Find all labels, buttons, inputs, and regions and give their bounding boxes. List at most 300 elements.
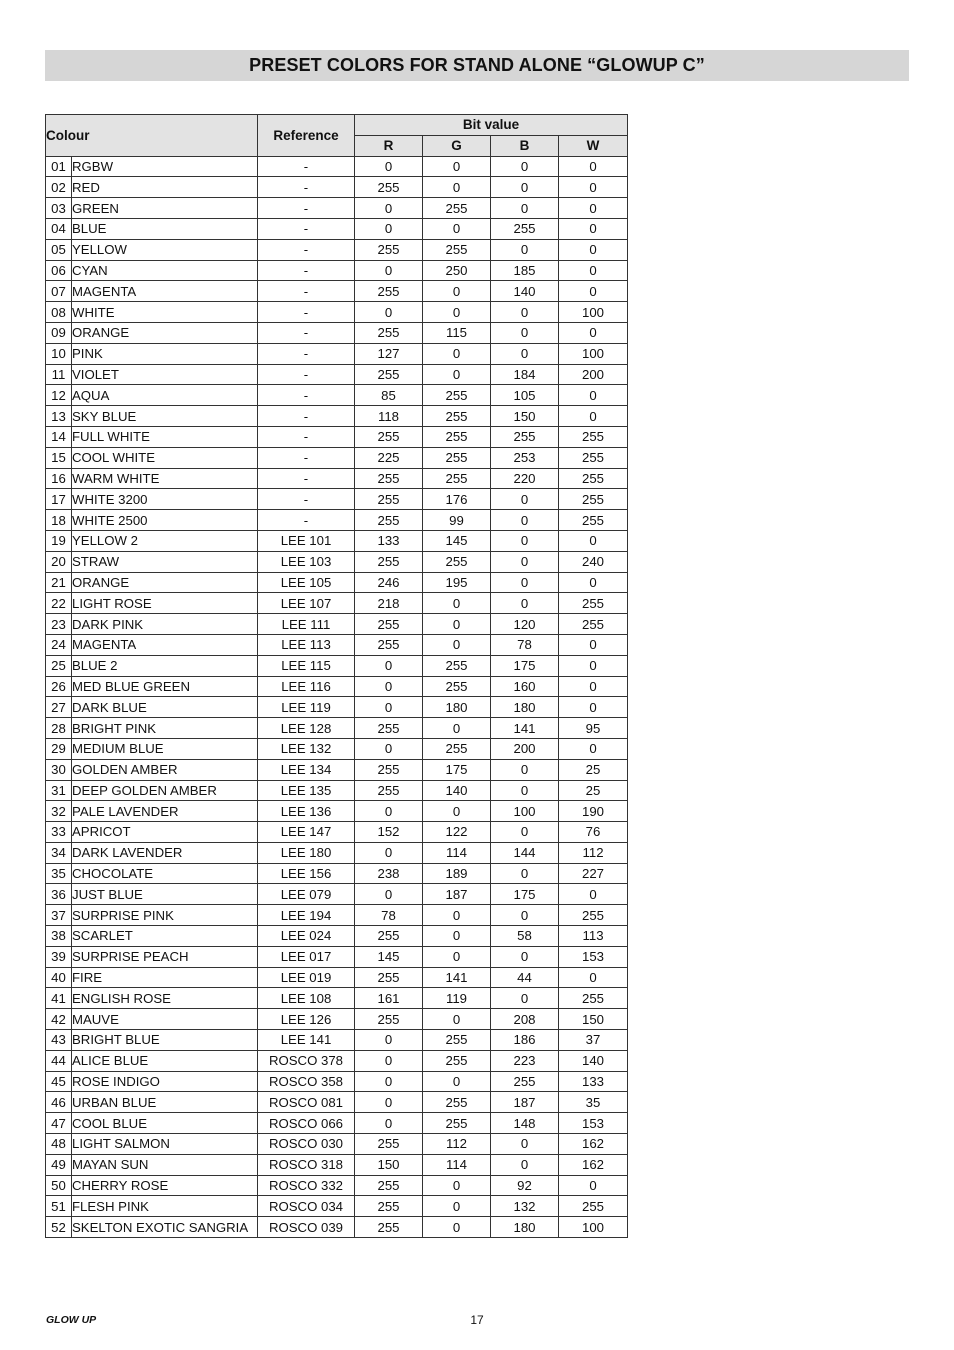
reference: - [258, 343, 355, 364]
colour-name: SURPRISE PEACH [72, 946, 258, 967]
table-row [46, 676, 628, 697]
r-value: 255 [355, 322, 423, 343]
g-value: 176 [423, 489, 491, 510]
reference: LEE 134 [258, 759, 355, 780]
colour-name: COOL BLUE [72, 1113, 258, 1134]
colour-name: ALICE BLUE [72, 1050, 258, 1071]
w-value: 0 [559, 634, 628, 655]
reference: - [258, 177, 355, 198]
colour-name: APRICOT [72, 822, 258, 843]
r-value: 152 [355, 822, 423, 843]
r-value: 85 [355, 385, 423, 406]
row-number: 27 [46, 697, 72, 718]
colour-name: BLUE 2 [72, 655, 258, 676]
reference: - [258, 218, 355, 239]
table-row [46, 1196, 628, 1217]
colour-name: STRAW [72, 551, 258, 572]
row-number: 12 [46, 385, 72, 406]
w-value: 35 [559, 1092, 628, 1113]
row-number: 38 [46, 926, 72, 947]
reference: LEE 116 [258, 676, 355, 697]
row-number: 39 [46, 946, 72, 967]
r-value: 0 [355, 198, 423, 219]
row-number: 52 [46, 1217, 72, 1238]
colour-name: WARM WHITE [72, 468, 258, 489]
w-value: 25 [559, 780, 628, 801]
b-value: 144 [491, 842, 559, 863]
w-value: 200 [559, 364, 628, 385]
g-value: 0 [423, 177, 491, 198]
table-row [46, 510, 628, 531]
r-value: 255 [355, 281, 423, 302]
r-value: 0 [355, 801, 423, 822]
b-value: 0 [491, 822, 559, 843]
colour-name: MED BLUE GREEN [72, 676, 258, 697]
w-value: 0 [559, 967, 628, 988]
row-number: 01 [46, 156, 72, 177]
b-value: 0 [491, 530, 559, 551]
r-value: 0 [355, 302, 423, 323]
reference: - [258, 489, 355, 510]
colour-name: CYAN [72, 260, 258, 281]
g-value: 255 [423, 447, 491, 468]
colour-name: SKELTON EXOTIC SANGRIA [72, 1217, 258, 1238]
b-value: 255 [491, 1071, 559, 1092]
b-value: 0 [491, 780, 559, 801]
r-value: 255 [355, 426, 423, 447]
b-value: 0 [491, 198, 559, 219]
g-value: 255 [423, 551, 491, 572]
w-value: 153 [559, 1113, 628, 1134]
b-value: 0 [491, 322, 559, 343]
reference: LEE 128 [258, 718, 355, 739]
g-value: 255 [423, 1113, 491, 1134]
g-value: 255 [423, 198, 491, 219]
row-number: 02 [46, 177, 72, 198]
row-number: 40 [46, 967, 72, 988]
g-value: 0 [423, 718, 491, 739]
b-value: 0 [491, 988, 559, 1009]
bit-value-header: Bit value [355, 115, 628, 136]
colour-name: SKY BLUE [72, 406, 258, 427]
g-value: 255 [423, 385, 491, 406]
table-row [46, 593, 628, 614]
r-value: 78 [355, 905, 423, 926]
b-value: 78 [491, 634, 559, 655]
r-value: 0 [355, 1030, 423, 1051]
colour-name: LIGHT SALMON [72, 1134, 258, 1155]
r-value: 255 [355, 926, 423, 947]
table-row [46, 863, 628, 884]
reference-header: Reference [258, 115, 355, 157]
row-number: 44 [46, 1050, 72, 1071]
b-value: 0 [491, 1154, 559, 1175]
g-value: 0 [423, 156, 491, 177]
row-number: 16 [46, 468, 72, 489]
row-number: 37 [46, 905, 72, 926]
r-value: 218 [355, 593, 423, 614]
colour-name: WHITE 3200 [72, 489, 258, 510]
b-value: 0 [491, 1134, 559, 1155]
r-value: 255 [355, 239, 423, 260]
r-value: 255 [355, 759, 423, 780]
g-value: 0 [423, 614, 491, 635]
w-value: 100 [559, 343, 628, 364]
row-number: 10 [46, 343, 72, 364]
w-value: 153 [559, 946, 628, 967]
colour-name: FIRE [72, 967, 258, 988]
b-value: 0 [491, 863, 559, 884]
colour-name: MAGENTA [72, 634, 258, 655]
w-value: 0 [559, 1175, 628, 1196]
reference: LEE 194 [258, 905, 355, 926]
g-value: 0 [423, 634, 491, 655]
b-value: 0 [491, 177, 559, 198]
r-header: R [355, 135, 423, 156]
g-value: 0 [423, 343, 491, 364]
g-value: 0 [423, 946, 491, 967]
g-header: G [423, 135, 491, 156]
b-value: 175 [491, 884, 559, 905]
table-row [46, 406, 628, 427]
reference: ROSCO 358 [258, 1071, 355, 1092]
colour-name: MAYAN SUN [72, 1154, 258, 1175]
g-value: 0 [423, 1196, 491, 1217]
g-value: 0 [423, 218, 491, 239]
g-value: 0 [423, 926, 491, 947]
r-value: 255 [355, 1009, 423, 1030]
row-number: 36 [46, 884, 72, 905]
b-value: 200 [491, 738, 559, 759]
table-row [46, 177, 628, 198]
table-row [46, 1134, 628, 1155]
row-number: 35 [46, 863, 72, 884]
w-value: 150 [559, 1009, 628, 1030]
reference: - [258, 239, 355, 260]
row-number: 46 [46, 1092, 72, 1113]
reference: LEE 017 [258, 946, 355, 967]
colour-name: YELLOW [72, 239, 258, 260]
table-row [46, 718, 628, 739]
colour-name: FLESH PINK [72, 1196, 258, 1217]
colour-name: CHERRY ROSE [72, 1175, 258, 1196]
table-row [46, 260, 628, 281]
g-value: 255 [423, 1050, 491, 1071]
row-number: 17 [46, 489, 72, 510]
w-value: 76 [559, 822, 628, 843]
table-row [46, 385, 628, 406]
reference: LEE 141 [258, 1030, 355, 1051]
table-row [46, 697, 628, 718]
reference: LEE 132 [258, 738, 355, 759]
reference: - [258, 322, 355, 343]
row-number: 41 [46, 988, 72, 1009]
w-header: W [559, 135, 628, 156]
w-value: 0 [559, 884, 628, 905]
table-row [46, 738, 628, 759]
row-number: 47 [46, 1113, 72, 1134]
table-row [46, 988, 628, 1009]
colour-name: URBAN BLUE [72, 1092, 258, 1113]
table-row [46, 655, 628, 676]
b-value: 0 [491, 551, 559, 572]
row-number: 06 [46, 260, 72, 281]
reference: ROSCO 318 [258, 1154, 355, 1175]
w-value: 255 [559, 489, 628, 510]
table-row [46, 1050, 628, 1071]
colour-name: DARK PINK [72, 614, 258, 635]
r-value: 133 [355, 530, 423, 551]
colour-name: BLUE [72, 218, 258, 239]
reference: LEE 147 [258, 822, 355, 843]
table-row [46, 1092, 628, 1113]
table-row [46, 842, 628, 863]
table-row [46, 634, 628, 655]
colour-name: JUST BLUE [72, 884, 258, 905]
w-value: 0 [559, 156, 628, 177]
colour-name: ORANGE [72, 572, 258, 593]
table-row [46, 322, 628, 343]
b-value: 186 [491, 1030, 559, 1051]
g-value: 250 [423, 260, 491, 281]
table-row [46, 884, 628, 905]
b-value: 0 [491, 905, 559, 926]
b-value: 255 [491, 426, 559, 447]
table-row [46, 156, 628, 177]
row-number: 04 [46, 218, 72, 239]
w-value: 255 [559, 593, 628, 614]
w-value: 0 [559, 281, 628, 302]
colour-name: VIOLET [72, 364, 258, 385]
table-row [46, 1009, 628, 1030]
reference: ROSCO 081 [258, 1092, 355, 1113]
r-value: 255 [355, 1196, 423, 1217]
row-number: 51 [46, 1196, 72, 1217]
table-row [46, 447, 628, 468]
table-row [46, 967, 628, 988]
g-value: 0 [423, 1009, 491, 1030]
g-value: 122 [423, 822, 491, 843]
table-row [46, 489, 628, 510]
b-value: 208 [491, 1009, 559, 1030]
b-value: 255 [491, 218, 559, 239]
reference: ROSCO 030 [258, 1134, 355, 1155]
w-value: 100 [559, 302, 628, 323]
r-value: 0 [355, 1092, 423, 1113]
g-value: 189 [423, 863, 491, 884]
colour-name: RGBW [72, 156, 258, 177]
reference: LEE 079 [258, 884, 355, 905]
b-value: 0 [491, 510, 559, 531]
r-value: 255 [355, 967, 423, 988]
reference: LEE 019 [258, 967, 355, 988]
g-value: 0 [423, 302, 491, 323]
reference: LEE 119 [258, 697, 355, 718]
table-header [46, 115, 628, 157]
g-value: 115 [423, 322, 491, 343]
g-value: 99 [423, 510, 491, 531]
g-value: 255 [423, 406, 491, 427]
w-value: 0 [559, 239, 628, 260]
reference: - [258, 426, 355, 447]
table-row [46, 218, 628, 239]
b-value: 0 [491, 759, 559, 780]
w-value: 255 [559, 905, 628, 926]
b-value: 0 [491, 489, 559, 510]
table-row [46, 905, 628, 926]
b-value: 150 [491, 406, 559, 427]
colour-name: WHITE [72, 302, 258, 323]
reference: LEE 113 [258, 634, 355, 655]
reference: LEE 108 [258, 988, 355, 1009]
page-number: 17 [470, 1313, 484, 1327]
b-value: 185 [491, 260, 559, 281]
g-value: 0 [423, 1175, 491, 1196]
w-value: 0 [559, 177, 628, 198]
b-value: 92 [491, 1175, 559, 1196]
reference: ROSCO 066 [258, 1113, 355, 1134]
b-value: 132 [491, 1196, 559, 1217]
row-number: 42 [46, 1009, 72, 1030]
g-value: 255 [423, 1092, 491, 1113]
colour-name: GOLDEN AMBER [72, 759, 258, 780]
colour-name: GREEN [72, 198, 258, 219]
table-row [46, 239, 628, 260]
b-value: 223 [491, 1050, 559, 1071]
r-value: 150 [355, 1154, 423, 1175]
g-value: 0 [423, 593, 491, 614]
r-value: 0 [355, 1071, 423, 1092]
colour-name: FULL WHITE [72, 426, 258, 447]
w-value: 255 [559, 1196, 628, 1217]
r-value: 0 [355, 676, 423, 697]
r-value: 255 [355, 718, 423, 739]
table-row [46, 822, 628, 843]
colour-name: CHOCOLATE [72, 863, 258, 884]
colour-name: MAGENTA [72, 281, 258, 302]
row-number: 18 [46, 510, 72, 531]
row-number: 33 [46, 822, 72, 843]
row-number: 43 [46, 1030, 72, 1051]
colour-header: Colour [46, 115, 258, 157]
table-row [46, 614, 628, 635]
row-number: 19 [46, 530, 72, 551]
reference: ROSCO 034 [258, 1196, 355, 1217]
r-value: 0 [355, 697, 423, 718]
w-value: 0 [559, 322, 628, 343]
table-body [46, 156, 628, 1237]
r-value: 0 [355, 260, 423, 281]
colour-name: RED [72, 177, 258, 198]
b-value: 0 [491, 572, 559, 593]
r-value: 225 [355, 447, 423, 468]
r-value: 0 [355, 156, 423, 177]
g-value: 0 [423, 801, 491, 822]
w-value: 255 [559, 468, 628, 489]
reference: LEE 105 [258, 572, 355, 593]
w-value: 0 [559, 676, 628, 697]
g-value: 255 [423, 676, 491, 697]
g-value: 0 [423, 281, 491, 302]
b-value: 187 [491, 1092, 559, 1113]
w-value: 95 [559, 718, 628, 739]
row-number: 14 [46, 426, 72, 447]
row-number: 25 [46, 655, 72, 676]
row-number: 07 [46, 281, 72, 302]
table-row [46, 926, 628, 947]
r-value: 255 [355, 634, 423, 655]
reference: LEE 101 [258, 530, 355, 551]
w-value: 0 [559, 530, 628, 551]
g-value: 187 [423, 884, 491, 905]
w-value: 0 [559, 406, 628, 427]
table-row [46, 801, 628, 822]
g-value: 112 [423, 1134, 491, 1155]
colour-name: PALE LAVENDER [72, 801, 258, 822]
r-value: 255 [355, 489, 423, 510]
g-value: 255 [423, 468, 491, 489]
colour-name: SURPRISE PINK [72, 905, 258, 926]
reference: - [258, 385, 355, 406]
b-value: 0 [491, 156, 559, 177]
table-row [46, 1030, 628, 1051]
reference: - [258, 260, 355, 281]
row-number: 20 [46, 551, 72, 572]
footer-brand: GLOW UP [46, 1314, 97, 1326]
g-value: 0 [423, 1071, 491, 1092]
colour-name: BRIGHT PINK [72, 718, 258, 739]
colour-name: ROSE INDIGO [72, 1071, 258, 1092]
table-row [46, 302, 628, 323]
w-value: 255 [559, 447, 628, 468]
reference: LEE 115 [258, 655, 355, 676]
colour-name: LIGHT ROSE [72, 593, 258, 614]
colour-name: COOL WHITE [72, 447, 258, 468]
table-row [46, 1071, 628, 1092]
colour-name: ENGLISH ROSE [72, 988, 258, 1009]
reference: LEE 135 [258, 780, 355, 801]
row-number: 11 [46, 364, 72, 385]
colour-name: PINK [72, 343, 258, 364]
row-number: 09 [46, 322, 72, 343]
b-value: 0 [491, 343, 559, 364]
b-value: 0 [491, 302, 559, 323]
row-number: 22 [46, 593, 72, 614]
row-number: 45 [46, 1071, 72, 1092]
reference: LEE 103 [258, 551, 355, 572]
b-value: 160 [491, 676, 559, 697]
b-value: 175 [491, 655, 559, 676]
r-value: 238 [355, 863, 423, 884]
reference: ROSCO 332 [258, 1175, 355, 1196]
w-value: 100 [559, 1217, 628, 1238]
r-value: 145 [355, 946, 423, 967]
b-value: 100 [491, 801, 559, 822]
r-value: 0 [355, 1050, 423, 1071]
table-row [46, 1217, 628, 1238]
r-value: 255 [355, 1175, 423, 1196]
row-number: 32 [46, 801, 72, 822]
w-value: 0 [559, 198, 628, 219]
r-value: 255 [355, 468, 423, 489]
table-row [46, 281, 628, 302]
table-row [46, 780, 628, 801]
row-number: 23 [46, 614, 72, 635]
w-value: 140 [559, 1050, 628, 1071]
g-value: 140 [423, 780, 491, 801]
w-value: 162 [559, 1154, 628, 1175]
r-value: 246 [355, 572, 423, 593]
